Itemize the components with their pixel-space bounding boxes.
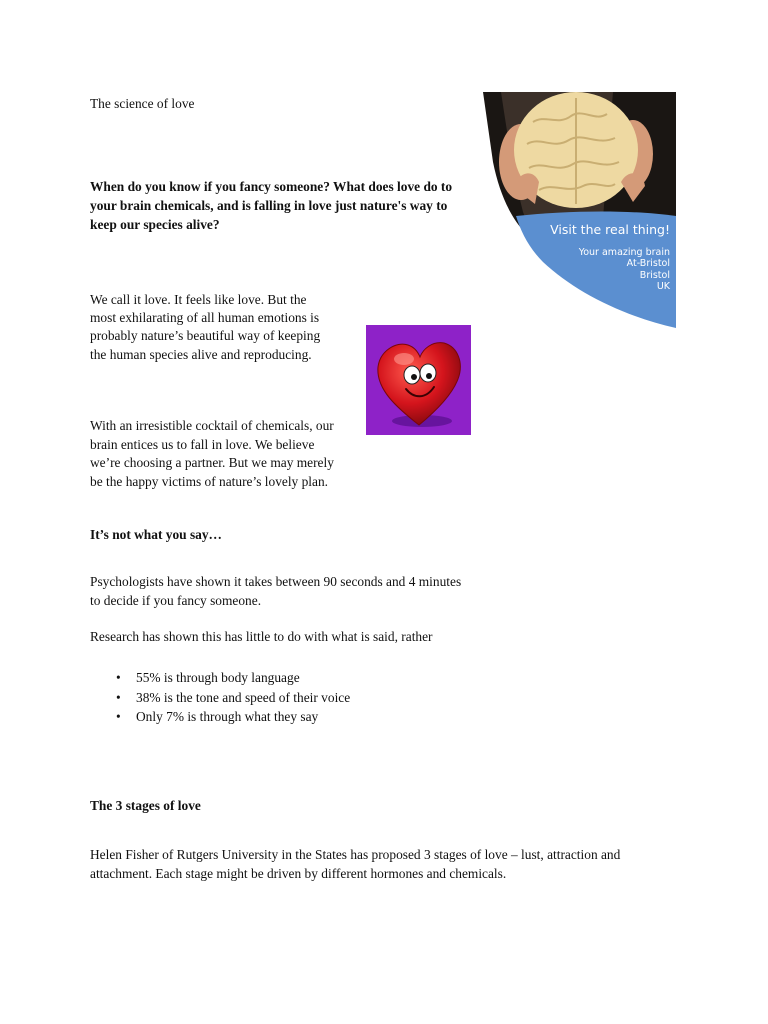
text-line: the human species alive and reproducing. — [90, 346, 312, 362]
bullet-icon: • — [116, 709, 121, 724]
text-line: brain entices us to fall in love. We believe — [90, 436, 315, 452]
advert-headline: Visit the real thing! — [550, 222, 670, 237]
list-item — [112, 707, 350, 727]
document-title: The science of love — [90, 96, 195, 111]
advert-line: Bristol — [639, 269, 670, 281]
list-item — [112, 688, 350, 708]
smiling-heart-icon — [366, 325, 471, 435]
brain-in-hands-picture — [483, 92, 676, 328]
cartoon-heart-image — [366, 325, 471, 435]
bullet-list — [112, 668, 350, 727]
section-heading-not-what-you-say: It’s not what you say… — [90, 527, 222, 542]
helen-fisher-paragraph: Helen Fisher of Rutgers University in the States has proposed 3 stages of love – lust, attraction and attachment. Each stage might be driven by different hormones and chemicals. — [90, 847, 621, 881]
research-paragraph: Research has shown this has little to do with what is said, rather — [90, 629, 433, 645]
brain-advert-image — [483, 92, 676, 328]
list-item — [112, 668, 350, 688]
advert-address — [579, 247, 670, 292]
text-line: be the happy victims of nature’s lovely plan. — [90, 473, 328, 489]
bullet-icon: • — [116, 689, 121, 705]
list-item-text: Only 7% is through what they say — [136, 709, 319, 724]
chemicals-paragraph — [90, 417, 372, 491]
advert-line: UK — [656, 280, 670, 292]
text-line: most exhilarating of all human emotions is — [90, 310, 320, 326]
bullet-icon: • — [116, 670, 121, 685]
advert-line: Your amazing brain — [578, 247, 670, 258]
list-item-text: 38% is the tone and speed of their voice — [136, 689, 351, 705]
advert-line: At-Bristol — [626, 258, 670, 270]
text-line: With an irresistible cocktail of chemicals, our — [90, 418, 334, 433]
list-item-text: 55% is through body language — [136, 670, 300, 685]
text-line: probably nature’s beautiful way of keeping — [90, 328, 321, 344]
text-line: We call it love. It feels like love. But the — [90, 292, 307, 307]
psychologists-paragraph: Psychologists have shown it takes between 90 seconds and 4 minutes to decide if you fancy someone. — [90, 574, 462, 609]
text-line: we’re choosing a partner. But we may merely — [90, 455, 334, 471]
lead-paragraph: When do you know if you fancy someone? What does love do to your brain chemicals, and is falling in love just nature's way to keep our species alive? — [90, 179, 453, 233]
intro-paragraph — [90, 291, 365, 364]
section-heading-three-stages: The 3 stages of love — [90, 798, 201, 813]
